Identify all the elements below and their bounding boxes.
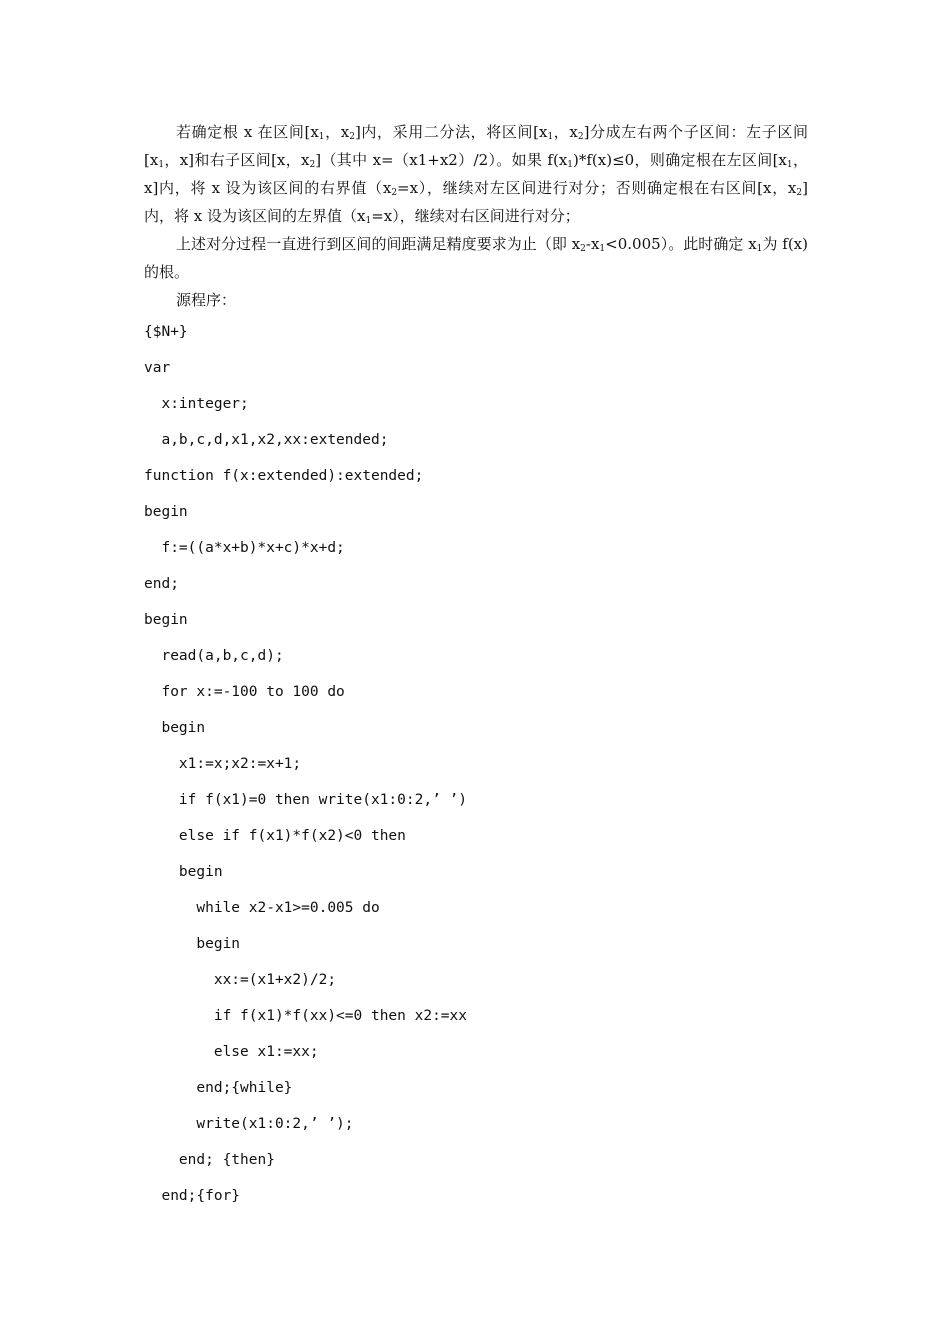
text-run: ]分成左右两个子区间：左子区间[x	[144, 123, 808, 169]
paragraph-source-heading: 源程序：	[176, 291, 237, 309]
code-line: else if f(x1)*f(x2)<0 then	[144, 828, 406, 844]
code-line: begin	[144, 720, 206, 736]
text-run: =x），继续对右区间进行对分；	[371, 207, 580, 225]
paragraph-bisection-method	[144, 118, 808, 230]
code-line: begin	[144, 504, 188, 520]
code-line: for x:=-100 to 100 do	[144, 684, 345, 700]
subscript: 2	[391, 188, 398, 198]
text-run: 上述对分过程一直进行到区间的间距满足精度要求为止（即 x	[176, 235, 581, 253]
subscript: 2	[577, 132, 584, 142]
code-line: x:integer;	[144, 396, 249, 412]
code-line: function f(x:extended):extended;	[144, 468, 424, 484]
code-line: end;	[144, 576, 179, 592]
code-block	[144, 314, 844, 1214]
code-line: var	[144, 360, 171, 376]
code-line: x1:=x;x2:=x+1;	[144, 756, 302, 772]
code-line: f:=((a*x+b)*x+c)*x+d;	[144, 540, 345, 556]
subscript: 1	[365, 216, 372, 226]
text-run: =x），继续对左区间进行对分；否则确定根在右区间[x，x	[397, 179, 797, 197]
subscript: 2	[349, 132, 355, 142]
text-run: ]（其中 x=（x1+x2）/2）。如果 f(x	[315, 151, 568, 169]
subscript: 2	[580, 244, 586, 254]
subscript: 1	[567, 160, 574, 170]
text-run: ，x	[553, 123, 578, 141]
code-line: end;{for}	[144, 1188, 241, 1204]
text-run: )*f(x)≤0，则确定根在左区间[x	[573, 151, 787, 169]
code-line: if f(x1)=0 then write(x1:0:2,’ ’)	[144, 792, 468, 808]
text-run: <0.005）。此时确定 x	[605, 235, 757, 253]
subscript: 1	[786, 160, 793, 170]
subscript: 1	[318, 132, 325, 142]
code-line: {$N+}	[144, 324, 188, 340]
subscript: 1	[158, 160, 165, 170]
code-line: xx:=(x1+x2)/2;	[144, 972, 337, 988]
subscript: 2	[796, 188, 803, 198]
code-line: if f(x1)*f(xx)<=0 then x2:=xx	[144, 1008, 468, 1024]
code-line: begin	[144, 612, 188, 628]
code-line: while x2-x1>=0.005 do	[144, 900, 380, 916]
text-run: ，x]内，将 x 设为该区间的右界值（x	[144, 151, 808, 197]
code-line: begin	[144, 936, 241, 952]
code-line: a,b,c,d,x1,x2,xx:extended;	[144, 432, 389, 448]
code-line: begin	[144, 864, 223, 880]
text-run: ，x	[324, 123, 350, 141]
subscript: 2	[309, 160, 316, 170]
subscript: 1	[756, 244, 763, 254]
text-run: ]内，采用二分法，将区间[x	[354, 123, 548, 141]
subscript: 1	[547, 132, 554, 142]
text-run: ，x]和右子区间[x，x	[164, 151, 310, 169]
subscript: 1	[599, 244, 606, 254]
code-line: write(x1:0:2,’ ’);	[144, 1116, 354, 1132]
text-run: 为 f(x)的根。	[144, 235, 808, 281]
code-line: read(a,b,c,d);	[144, 648, 284, 664]
code-line: end; {then}	[144, 1152, 275, 1168]
code-line: else x1:=xx;	[144, 1044, 319, 1060]
text-run: -x	[585, 235, 600, 253]
text-run: ]内，将 x 设为该区间的左界值（x	[144, 179, 808, 225]
code-line: end;{while}	[144, 1080, 293, 1096]
paragraph-termination	[144, 230, 808, 286]
text-run: 若确定根 x 在区间[x	[176, 123, 319, 141]
